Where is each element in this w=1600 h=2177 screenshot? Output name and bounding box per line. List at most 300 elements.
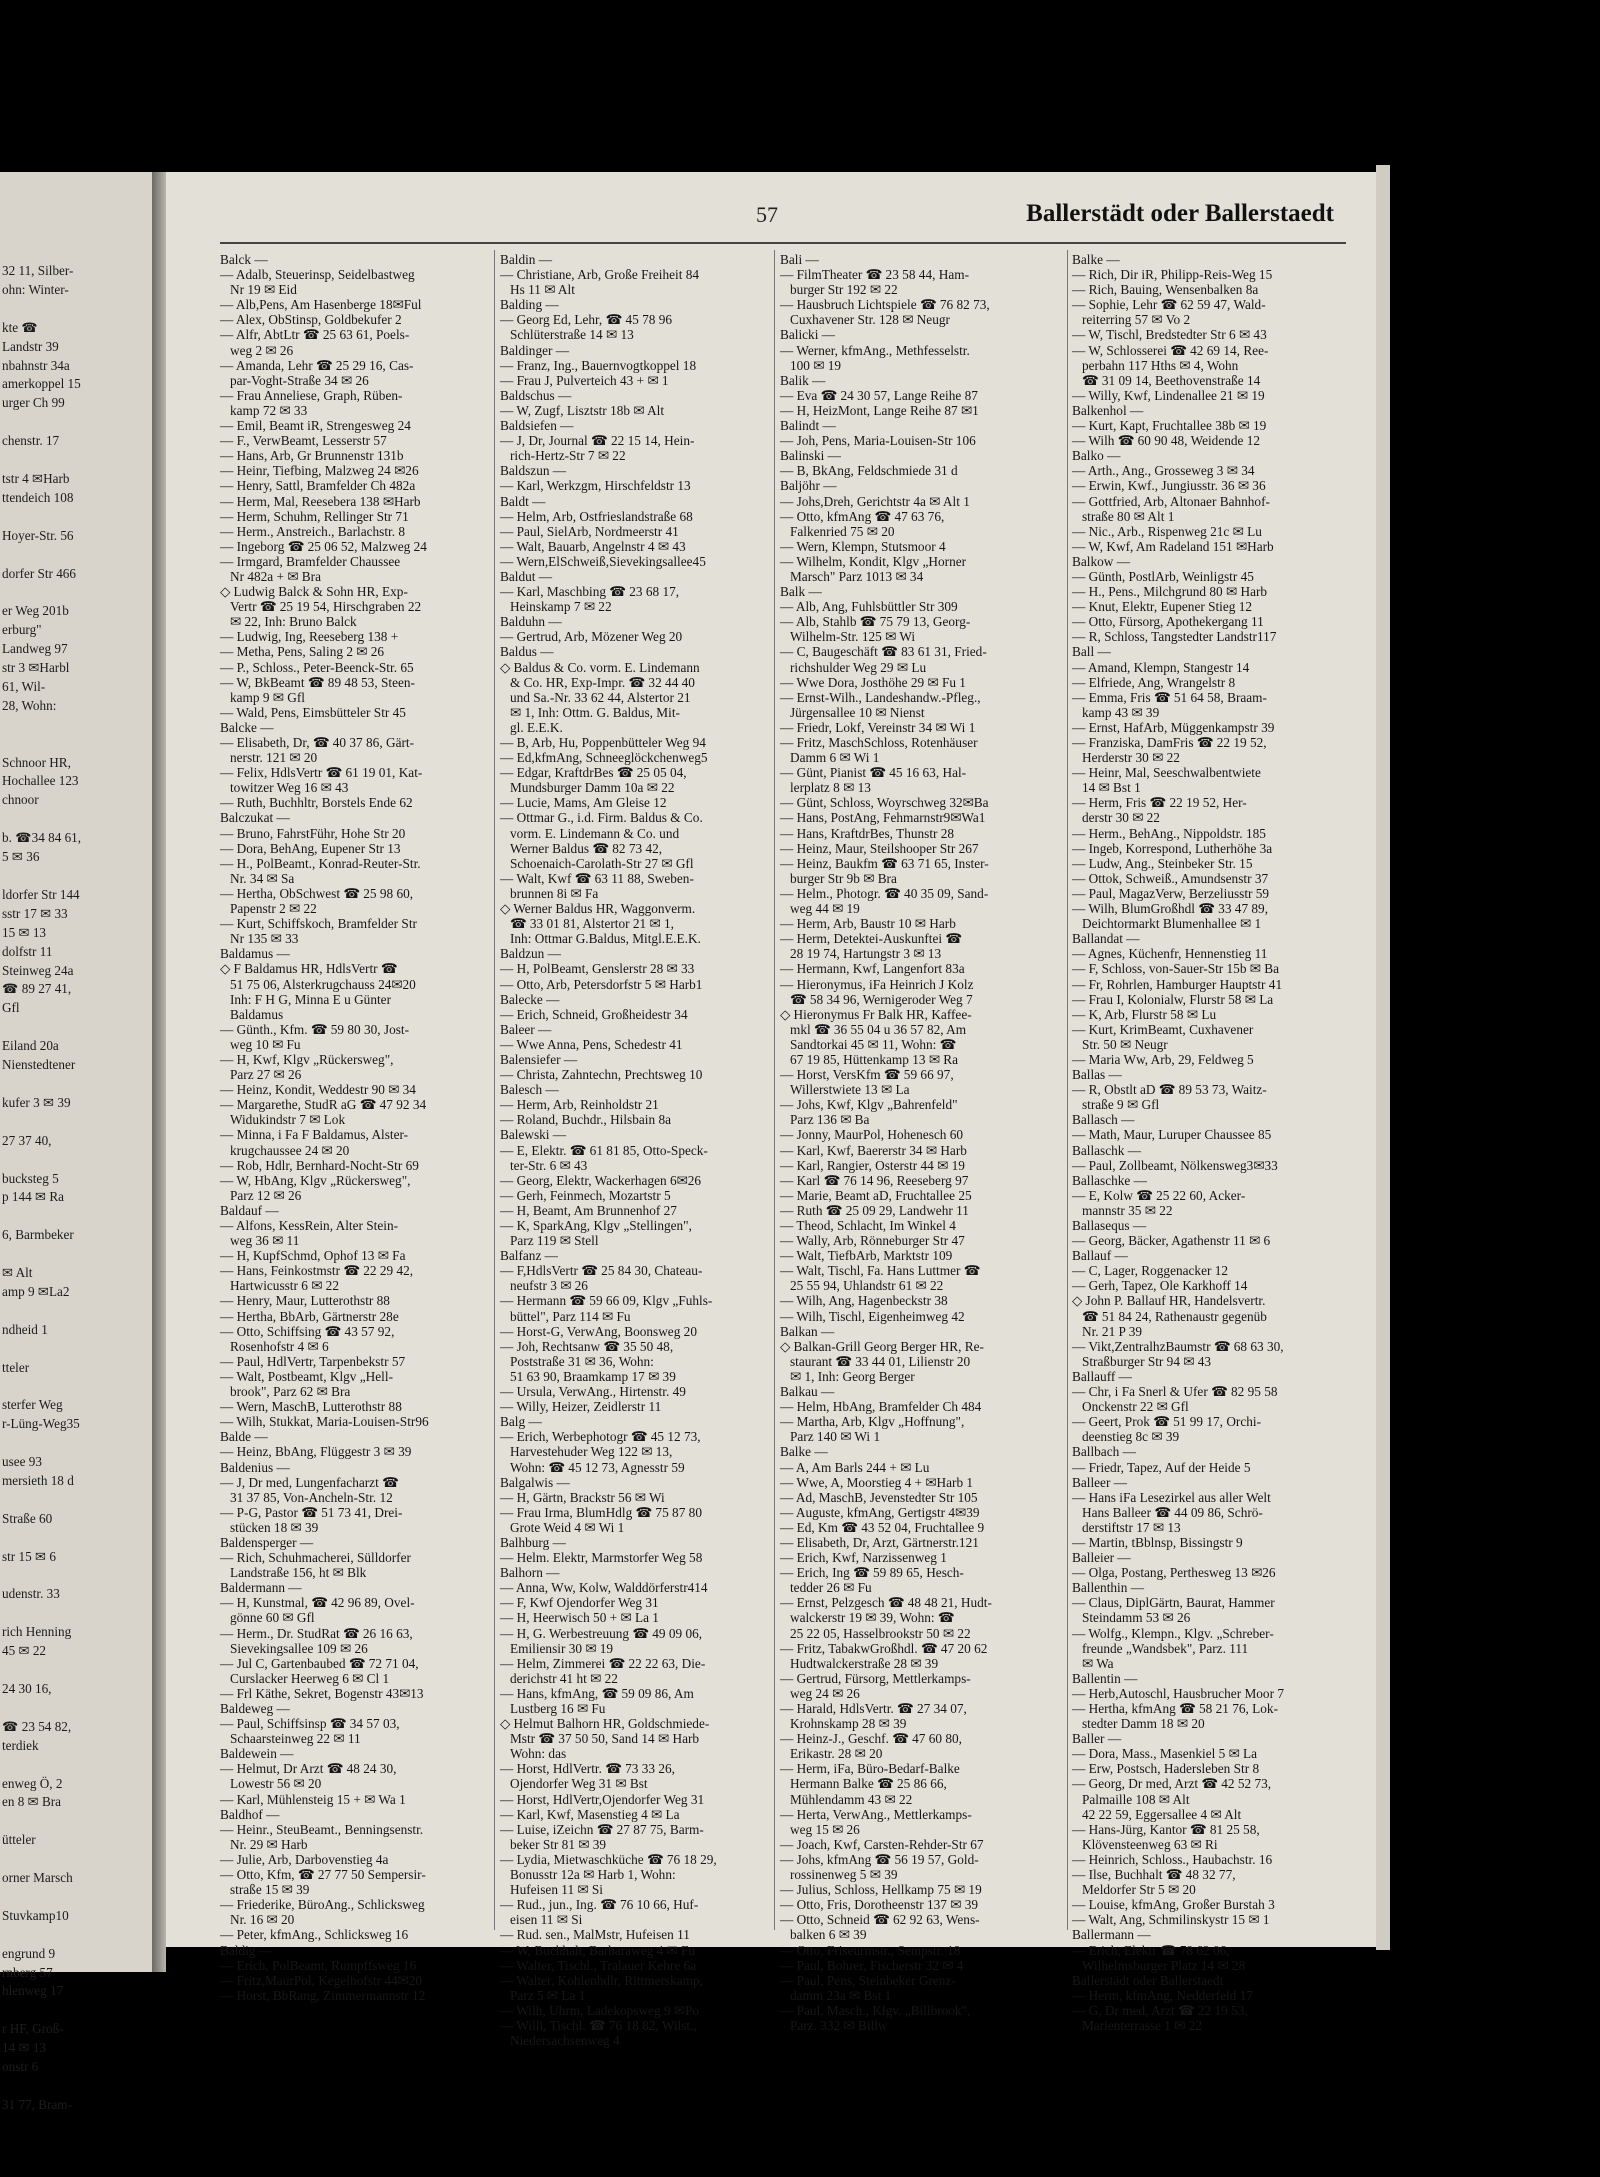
directory-entry: — Herm, Detektei-Auskunftei ☎ <box>780 931 962 947</box>
directory-entry: — Edgar, KraftdrBes ☎ 25 05 04, <box>500 765 687 781</box>
directory-entry: Bonusstr 12a ✉ Harb 1, Wohn: <box>500 1867 676 1883</box>
surname-heading: Baldut — <box>500 568 553 584</box>
directory-entry: — Karl, Kwf, Baererstr 34 ✉ Harb <box>780 1142 967 1158</box>
directory-entry: — Martha, Arb, Klgv „Hoffnung", <box>780 1414 965 1430</box>
directory-entry: — Jonny, MaurPol, Hohenesch 60 <box>780 1127 964 1143</box>
surname-heading: Balkenhol — <box>1072 402 1144 418</box>
directory-entry: Nr. 16 ✉ 20 <box>220 1912 295 1928</box>
directory-entry: Marienterrasse 1 ✉ 22 <box>1072 2017 1203 2033</box>
left-page-line <box>0 1151 152 1170</box>
left-page-line: udenstr. 33 <box>2 1586 60 1602</box>
surname-heading: Balinski — <box>780 448 841 464</box>
surname-heading: Balfanz — <box>500 1248 558 1264</box>
left-page-line <box>0 300 152 319</box>
directory-entry: — Kurt, Schiffskoch, Bramfelder Str <box>220 916 417 932</box>
left-page-line: Hochallee 123 <box>2 773 79 789</box>
directory-entry: Grote Weid 4 ✉ Wi 1 <box>500 1519 625 1535</box>
directory-entry: Hermann Balke ☎ 25 86 66, <box>780 1776 947 1792</box>
directory-entry: Baldamus <box>220 1006 284 1022</box>
left-page-line <box>0 1113 152 1132</box>
directory-entry: — Elisabeth, Dr, ☎ 40 37 86, Gärt- <box>220 735 415 750</box>
directory-entry: Hudtwalckerstraße 28 ✉ 39 <box>780 1655 939 1671</box>
directory-entry: — H, HeizMont, Lange Reihe 87 ✉1 <box>780 402 979 418</box>
directory-entry: Inh: Ottmar G.Baldus, Mitgl.E.E.K. <box>500 931 701 947</box>
directory-entry: — H, Kwf, Klgv „Rückersweg", <box>220 1051 394 1067</box>
directory-entry: — Horst-G, VerwAng, Boonsweg 20 <box>500 1323 697 1339</box>
left-page-line <box>0 1604 152 1623</box>
directory-entry: — Fritz, MaschSchloss, Rotenhäuser <box>780 735 978 750</box>
directory-entry: — Walt, Bauarb, Angelnstr 4 ✉ 43 <box>500 538 686 554</box>
directory-entry: und Sa.-Nr. 33 62 44, Alstertor 21 <box>500 689 691 705</box>
directory-entry: Parz 136 ✉ Ba <box>780 1112 870 1128</box>
directory-entry: — Wilh, Ang, Hagenbeckstr 38 <box>780 1293 948 1309</box>
directory-entry: — Wwe Dora, Josthöhe 29 ✉ Fu 1 <box>780 674 966 690</box>
directory-entry: — Vikt,ZentralhzBaumstr ☎ 68 63 30, <box>1072 1338 1284 1354</box>
surname-heading: Balding — <box>500 297 559 313</box>
surname-heading: Baldenius — <box>220 1459 290 1475</box>
directory-entry: — H, Heerwisch 50 + ✉ La 1 <box>500 1610 659 1626</box>
directory-entry: — Horst, VersKfm ☎ 59 66 97, <box>780 1067 954 1083</box>
directory-entry: burger Str 9b ✉ Bra <box>780 870 897 886</box>
directory-entry: Lustberg 16 ✉ Fu <box>500 1701 606 1716</box>
left-page-line: tstr 4 ✉Harb <box>2 470 70 486</box>
directory-entry: Schoenaich-Carolath-Str 27 ✉ Gfl <box>500 855 694 871</box>
left-page-line <box>0 1567 152 1586</box>
directory-entry: — W, Zugf, Lisztstr 18b ✉ Alt <box>500 402 665 418</box>
surname-heading: Balhorn — <box>500 1565 560 1581</box>
directory-entry: — Ernst, Pelzgesch ☎ 48 48 21, Hudt- <box>780 1595 992 1611</box>
directory-entry: neufstr 3 ✉ 26 <box>500 1278 588 1294</box>
directory-entry: Wohn: das <box>500 1746 567 1762</box>
directory-entry: — Herm, Schuhm, Rellinger Str 71 <box>220 508 409 524</box>
directory-entry: Niedersachsenweg 4 <box>500 2033 620 2049</box>
directory-entry: ◇ Helmut Balhorn HR, Goldschmiede- <box>500 1716 710 1732</box>
surname-heading: Ballerstädt oder Ballerstaedt <box>1072 1972 1224 1988</box>
directory-entry: — Frl Käthe, Sekret, Bogenstr 43✉13 <box>220 1685 424 1701</box>
left-page-line: 5 ✉ 36 <box>2 849 40 865</box>
left-page-line <box>0 810 152 829</box>
directory-entry: — Marie, Beamt aD, Fruchtallee 25 <box>780 1187 972 1203</box>
directory-entry: — Hertha, kfmAng ☎ 58 21 76, Lok- <box>1072 1701 1279 1716</box>
running-title: Ballerstädt oder Ballerstaedt <box>1026 200 1334 227</box>
directory-entry: — Ad, MaschB, Jevenstedter Str 105 <box>780 1489 978 1505</box>
surname-heading: Balleier — <box>1072 1550 1131 1566</box>
left-page-line: rnberg 57 <box>2 1964 53 1980</box>
directory-entry: deenstieg 8c ✉ 39 <box>1072 1429 1180 1445</box>
directory-entry: — Kurt, Kapt, Fruchtallee 38b ✉ 19 <box>1072 418 1267 434</box>
surname-heading: Ballaschke — <box>1072 1172 1147 1188</box>
directory-entry: — Heinz-J., Geschf. ☎ 47 60 80, <box>780 1731 963 1747</box>
directory-entry: — Ingeborg ☎ 25 06 52, Malzweg 24 <box>220 538 427 554</box>
directory-entry: Sievekingsallee 109 ✉ 26 <box>220 1640 368 1656</box>
directory-entry: — Math, Maur, Luruper Chaussee 85 <box>1072 1127 1272 1143</box>
directory-entry: Heinskamp 7 ✉ 22 <box>500 599 612 615</box>
left-page-line <box>0 1340 152 1359</box>
directory-entry: — Paul, MagazVerw, Berzeliusstr 59 <box>1072 885 1270 901</box>
left-page-line <box>0 1018 152 1037</box>
left-page-line: tteler <box>2 1359 30 1375</box>
directory-entry: ter-Str. 6 ✉ 43 <box>500 1157 588 1173</box>
directory-entry: — J, Dr, Journal ☎ 22 15 14, Hein- <box>500 433 695 449</box>
directory-entry: — Fritz, TabakwGroßhdl. ☎ 47 20 62 <box>780 1640 988 1656</box>
directory-entry: — Rob, Hdlr, Bernhard-Nocht-Str 69 <box>220 1157 419 1173</box>
directory-entry: — Heinz, Kondit, Weddestr 90 ✉ 34 <box>220 1082 416 1098</box>
directory-entry: — Ernst, HafArb, Müggenkampstr 39 <box>1072 719 1275 735</box>
directory-entry: — Frau Anneliese, Graph, Rüben- <box>220 387 403 403</box>
directory-entry: Straßburger Str 94 ✉ 43 <box>1072 1353 1212 1369</box>
directory-entry: ◇ Baldus & Co. vorm. E. Lindemann <box>500 659 700 675</box>
left-page-line <box>0 2001 152 2020</box>
directory-entry: — Elfriede, Ang, Wrangelstr 8 <box>1072 674 1236 690</box>
directory-entry: — Paul, Masch., Klgv. „Billbrook", <box>780 2002 971 2018</box>
directory-entry: rich-Hertz-Str 7 ✉ 22 <box>500 448 626 464</box>
surname-heading: Baldszun — <box>500 463 567 479</box>
directory-entry: brunnen 8i ✉ Fa <box>500 885 599 901</box>
surname-heading: Balecke — <box>500 991 560 1007</box>
directory-entry: — Gertrud, Arb, Mözener Weg 20 <box>500 629 683 645</box>
directory-entry: — Helm., Photogr. ☎ 40 35 09, Sand- <box>780 885 989 901</box>
directory-entry: weg 44 ✉ 19 <box>780 901 860 917</box>
directory-entry: — H, G. Werbestreuung ☎ 49 09 06, <box>500 1625 703 1641</box>
directory-entry: Wilhelmsburger Platz 14 ✉ 28 <box>1072 1957 1246 1973</box>
directory-entry: — Walt, TiefbArb, Marktstr 109 <box>780 1248 953 1264</box>
directory-entry: — Otto, kfmAng ☎ 47 63 76, <box>780 508 945 524</box>
directory-entry: — Lydia, Mietwaschküche ☎ 76 18 29, <box>500 1851 717 1867</box>
directory-entry: Poststraße 31 ✉ 36, Wohn: <box>500 1353 654 1369</box>
left-page-line: 27 37 40, <box>2 1132 52 1148</box>
directory-entry: — Ruth, Buchhltr, Borstels Ende 62 <box>220 795 413 811</box>
left-page-line <box>0 735 152 754</box>
directory-entry: — Wald, Pens, Eimsbütteler Str 45 <box>220 704 406 720</box>
directory-entry: — Hans, KraftdrBes, Thunstr 28 <box>780 825 955 841</box>
left-page-line: rich Henning <box>2 1624 72 1640</box>
directory-entry: — Fritz,MaurPol, Kegelhofstr 44✉20 <box>220 1972 423 1988</box>
directory-entry: — Henry, Sattl, Bramfelder Ch 482a <box>220 478 416 494</box>
directory-entry: 51 63 90, Braamkamp 17 ✉ 39 <box>500 1368 676 1384</box>
directory-entry: — Olga, Postang, Perthesweg 13 ✉26 <box>1072 1565 1276 1581</box>
surname-heading: Balewski — <box>500 1127 567 1143</box>
left-page-line: Eiland 20a <box>2 1038 59 1054</box>
left-page-line: chenstr. 17 <box>2 433 60 449</box>
left-page-line <box>0 716 152 735</box>
left-page-line <box>0 1434 152 1453</box>
directory-entry: straße 15 ✉ 39 <box>220 1882 310 1898</box>
surname-heading: Ballaschk — <box>1072 1142 1142 1158</box>
surname-heading: Balik — <box>780 372 826 388</box>
directory-entry: — Henry, Maur, Lutterothstr 88 <box>220 1293 390 1309</box>
directory-entry: mannstr 35 ✉ 22 <box>1072 1202 1173 1218</box>
directory-entry: — Joh, Pens, Maria-Louisen-Str 106 <box>780 433 976 449</box>
left-page-line <box>0 1529 152 1548</box>
left-page-line: sterfer Weg <box>2 1397 63 1413</box>
left-page-line <box>0 1377 152 1396</box>
directory-entry: — Hieronymus, iFa Heinrich J Kolz <box>780 976 974 992</box>
left-page-line: 24 30 16, <box>2 1680 52 1696</box>
directory-entry: — Wern,ElSchweiß,Sievekingsallee45 <box>500 553 706 569</box>
directory-entry: — Herm, kfmAng, Nedderfeld 17 <box>1072 1987 1253 2003</box>
directory-entry: ✉ Wa <box>1072 1655 1114 1671</box>
directory-entry: — Felix, HdlsVertr ☎ 61 19 01, Kat- <box>220 765 423 781</box>
left-page-line: nbahnstr 34a <box>2 357 70 373</box>
directory-entry: Schaarsteinweg 22 ✉ 11 <box>220 1731 361 1747</box>
left-page-line: 61, Wil- <box>2 678 46 694</box>
surname-heading: Balhburg — <box>500 1534 566 1550</box>
directory-entry: — Paul, HdlVertr, Tarpenbekstr 57 <box>220 1353 406 1369</box>
directory-entry: — Gottfried, Arb, Altonaer Bahnhof- <box>1072 493 1270 509</box>
surname-heading: Ballenthin — <box>1072 1580 1145 1596</box>
left-page-line <box>0 1491 152 1510</box>
directory-entry: Mundsburger Damm 10a ✉ 22 <box>500 780 675 796</box>
surname-heading: Baldamus — <box>220 946 290 962</box>
directory-entry: — Günth., Kfm. ☎ 59 80 30, Jost- <box>220 1021 410 1037</box>
left-page-line <box>0 1812 152 1831</box>
directory-entry: — Paul, Pens, Steinbeker Grenz- <box>780 1972 956 1988</box>
directory-entry: — H, PolBeamt, Genslerstr 28 ✉ 33 <box>500 961 695 977</box>
directory-entry: — Wern, Klempn, Stutsmoor 4 <box>780 538 946 554</box>
left-page-line <box>0 867 152 886</box>
left-page-line <box>0 1850 152 1869</box>
directory-entry: — H., Pens., Milchgrund 80 ✉ Harb <box>1072 584 1268 600</box>
directory-entry: — Heinr, Tiefbing, Malzweg 24 ✉26 <box>220 463 419 479</box>
surname-heading: Balke — <box>1072 252 1120 267</box>
directory-entry: — Helm. Elektr, Marmstorfer Weg 58 <box>500 1550 703 1566</box>
directory-entry: — Irmgard, Bramfelder Chaussee <box>220 553 401 569</box>
directory-entry: Papenstr 2 ✉ 22 <box>220 901 317 917</box>
surname-heading: Bali — <box>780 252 819 267</box>
directory-entry: — Ernst-Wilh., Landeshandw.-Pfleg., <box>780 689 981 705</box>
directory-entry: — Karl, Rangier, Osterstr 44 ✉ 19 <box>780 1157 965 1173</box>
left-page-line <box>0 1926 152 1945</box>
directory-entry: straße 9 ✉ Gfl <box>1072 1097 1160 1113</box>
surname-heading: Baldt — <box>500 493 546 509</box>
left-page-line <box>0 413 152 432</box>
directory-entry: — Herm., Anstreich., Barlachstr. 8 <box>220 523 406 539</box>
directory-entry: — Karl, Mühlensteig 15 + ✉ Wa 1 <box>220 1791 406 1807</box>
left-page-line: dorfer Str 466 <box>2 565 76 581</box>
left-page-line: 31 77, Bram- <box>2 2096 72 2112</box>
surname-heading: Baldschus — <box>500 387 572 403</box>
directory-entry: — Helm, Arb, Ostfrieslandstraße 68 <box>500 508 693 524</box>
directory-entry: — Johs, Kwf, Klgv „Bahrenfeld" <box>780 1097 958 1113</box>
directory-entry: — Herm, Arb, Baustr 10 ✉ Harb <box>780 916 956 932</box>
surname-heading: Balck — <box>220 252 268 267</box>
directory-entry: kamp 43 ✉ 39 <box>1072 704 1160 720</box>
directory-entry: — Karl ☎ 76 14 96, Reeseberg 97 <box>780 1172 969 1188</box>
surname-heading: Baldig — <box>220 1942 273 1958</box>
directory-entry: — H, Kunstmal, ☎ 42 96 89, Ovel- <box>220 1595 415 1611</box>
left-page-line: kufer 3 ✉ 39 <box>2 1094 71 1110</box>
directory-entry: — Erich, Schneid, Großheidestr 34 <box>500 1006 688 1022</box>
directory-entry: — Willi, Tischl. ☎ 76 18 82, Wilst., <box>500 2017 697 2033</box>
directory-entry: towitzer Weg 16 ✉ 43 <box>220 780 349 796</box>
directory-entry: — Alfr, AbtLtr ☎ 25 63 61, Poels- <box>220 327 410 343</box>
surname-heading: Ballas — <box>1072 1067 1122 1083</box>
directory-entry: — Johs, kfmAng ☎ 56 19 57, Gold- <box>780 1851 979 1867</box>
directory-entry: Damm 6 ✉ Wi 1 <box>780 750 880 766</box>
directory-entry: — Hermann, Kwf, Langenfort 83a <box>780 961 965 977</box>
directory-entry: Werner Baldus ☎ 82 73 42, <box>500 840 663 856</box>
directory-entry: Mühlendamm 43 ✉ 22 <box>780 1791 913 1807</box>
directory-entry: — Arth., Ang., Grosseweg 3 ✉ 34 <box>1072 463 1255 479</box>
surname-heading: Balke — <box>780 1444 828 1460</box>
directory-entry: Herderstr 30 ✉ 22 <box>1072 750 1180 766</box>
directory-entry: — Heinr, Mal, Seeschwalbentwiete <box>1072 765 1261 781</box>
directory-entry: Cuxhavener Str. 128 ✉ Neugr <box>780 312 950 328</box>
left-page-line: r HF, Groß- <box>2 2021 64 2037</box>
directory-entry: — Erich, Ing ☎ 59 89 65, Hesch- <box>780 1565 964 1581</box>
directory-entry: — R, Schloss, Tangstedter Landstr117 <box>1072 629 1277 645</box>
directory-entry: — Friederike, BüroAng., Schlicksweg <box>220 1897 425 1913</box>
directory-entry: 25 22 05, Hasselbrookstr 50 ✉ 22 <box>780 1625 971 1641</box>
directory-entry: — Hermann ☎ 59 66 09, Klgv „Fuhls- <box>500 1293 713 1309</box>
directory-entry: — B, Arb, Hu, Poppenbütteler Weg 94 <box>500 735 706 750</box>
left-page-line <box>0 508 152 527</box>
directory-entry: — Heinr., SteuBeamt., Benningsenstr. <box>220 1821 424 1837</box>
directory-entry: Jürgensallee 10 ✉ Nienst <box>780 704 925 720</box>
directory-entry: — Rud., jun., Ing. ☎ 76 10 66, Huf- <box>500 1897 699 1913</box>
directory-entry: — Ludw, Ang., Steinbeker Str. 15 <box>1072 855 1253 871</box>
directory-entry: Harvestehuder Weg 122 ✉ 13, <box>500 1444 673 1460</box>
directory-entry: — Martin, tBblnsp, Bissingstr 9 <box>1072 1534 1243 1550</box>
left-page-line: ohn: Winter- <box>2 281 69 297</box>
surname-heading: Baldin — <box>500 252 553 267</box>
surname-heading: Ballasequs — <box>1072 1218 1147 1233</box>
left-page-line <box>0 1661 152 1680</box>
directory-entry: — Helm, Zimmerei ☎ 22 22 63, Die- <box>500 1655 706 1671</box>
directory-entry: — Walter, Kohlenhdlr, Rittmerskamp, <box>500 1972 703 1988</box>
left-page-line: dolfstr 11 <box>2 943 53 959</box>
left-page-line: Steinweg 24a <box>2 962 74 978</box>
directory-entry: — Jul C, Gartenbaubed ☎ 72 71 04, <box>220 1655 419 1671</box>
directory-entry: Klövensteenweg 63 ✉ Ri <box>1072 1836 1218 1852</box>
surname-heading: Baldhof — <box>220 1806 280 1822</box>
left-page-line <box>0 1756 152 1775</box>
surname-heading: Balduhn — <box>500 614 562 630</box>
directory-entry: — Wwe Anna, Pens, Schedestr 41 <box>500 1036 683 1052</box>
directory-entry: ☎ 58 34 96, Wernigeroder Weg 7 <box>780 991 973 1007</box>
column-1 <box>220 252 490 2003</box>
directory-entry: — FilmTheater ☎ 23 58 44, Ham- <box>780 267 970 283</box>
surname-heading: Baljöhr — <box>780 478 837 494</box>
directory-entry: — Julie, Arb, Darbovenstieg 4a <box>220 1851 389 1867</box>
directory-entry: — Erich, Werbephotogr ☎ 45 12 73, <box>500 1429 701 1445</box>
directory-entry: — Hans iFa Lesezirkel aus aller Welt <box>1072 1489 1271 1505</box>
left-page-line: Nienstedtener <box>2 1057 76 1073</box>
directory-entry: — H, Gärtn, Brackstr 56 ✉ Wi <box>500 1489 665 1505</box>
directory-entry: — Rud. sen., MalMstr, Hufeisen 11 <box>500 1927 690 1943</box>
directory-entry: Meldorfer Str 5 ✉ 20 <box>1072 1882 1196 1898</box>
column-divider <box>1067 250 1068 1930</box>
directory-entry: — Wwe, A, Moorstieg 4 + ✉Harb 1 <box>780 1474 974 1490</box>
surname-heading: Balkow — <box>1072 553 1130 569</box>
directory-entry: — Gerh, Tapez, Ole Karkhoff 14 <box>1072 1278 1248 1294</box>
directory-entry: — Günt, Schloss, Woyrschweg 32✉Ba <box>780 795 989 811</box>
directory-entry: derichstr 41 ht ✉ 22 <box>500 1670 618 1686</box>
directory-entry: ◇ F Baldamus HR, HdlsVertr ☎ <box>220 961 398 977</box>
directory-entry: 67 19 85, Hüttenkamp 13 ✉ Ra <box>780 1051 959 1067</box>
directory-entry: — Harald, HdlsVertr. ☎ 27 34 07, <box>780 1701 967 1716</box>
left-page-line: Hoyer-Str. 56 <box>2 527 74 543</box>
directory-entry: — Anna, Ww, Kolw, Walddörferstr414 <box>500 1580 708 1596</box>
directory-entry: staurant ☎ 33 44 01, Lilienstr 20 <box>780 1353 971 1369</box>
directory-entry: — Georg, Dr med, Arzt ☎ 42 52 73, <box>1072 1776 1272 1792</box>
directory-entry: — Paul, Zollbeamt, Nölkensweg3✉33 <box>1072 1157 1278 1173</box>
directory-entry: — Rich, Bauing, Wensenbalken 8a <box>1072 282 1259 298</box>
directory-entry: — G, Dr med, Arzt ☎ 22 19 53, <box>1072 2002 1248 2018</box>
directory-entry: — Alb, Ang, Fuhlsbüttler Str 309 <box>780 599 958 615</box>
directory-entry: Erikastr. 28 ✉ 20 <box>780 1746 883 1762</box>
directory-entry: — A, Am Barls 244 + ✉ Lu <box>780 1459 930 1475</box>
directory-entry: — Wilh, Uhrm, Ladekopsweg 9 ✉Po <box>500 2002 700 2018</box>
directory-entry: — Frau J, Pulverteich 43 + ✉ 1 <box>500 372 669 388</box>
directory-entry: — Wally, Arb, Rönneburger Str 47 <box>780 1233 965 1249</box>
directory-entry: — Georg Ed, Lehr, ☎ 45 78 96 <box>500 312 672 328</box>
directory-entry: Inh: F H G, Minna E u Günter <box>220 991 391 1007</box>
left-page-line: r-Lüng-Weg35 <box>2 1416 80 1432</box>
directory-entry: Deichtormarkt Blumenhallee ✉ 1 <box>1072 916 1262 932</box>
directory-entry: tedder 26 ✉ Fu <box>780 1580 872 1596</box>
directory-entry: krugchaussee 24 ✉ 20 <box>220 1142 350 1158</box>
directory-entry: — Agnes, Küchenfr, Hennenstieg 11 <box>1072 946 1268 962</box>
directory-entry: — Willy, Kwf, Lindenallee 21 ✉ 19 <box>1072 387 1265 403</box>
directory-entry: — Günt, Pianist ☎ 45 16 63, Hal- <box>780 765 967 781</box>
directory-entry: Parz 140 ✉ Wi 1 <box>780 1429 881 1445</box>
directory-entry: — Erich, PolBeamt, Rumpffsweg 16 <box>220 1957 417 1973</box>
directory-entry: damm 23a ✉ Bst 1 <box>780 1987 892 2003</box>
surname-heading: Baldensperger — <box>220 1534 314 1550</box>
directory-entry: — Amand, Klempn, Stangestr 14 <box>1072 659 1250 675</box>
directory-entry: — Margarethe, StudR aG ☎ 47 92 34 <box>220 1097 427 1113</box>
page-edge <box>1376 165 1390 1950</box>
surname-heading: Baldus — <box>500 644 554 660</box>
directory-entry: — C, Baugeschäft ☎ 83 61 31, Fried- <box>780 644 987 660</box>
surname-heading: Balensiefer — <box>500 1051 578 1067</box>
column-2 <box>500 252 770 2049</box>
directory-entry: — Alb,Pens, Am Hasenberge 18✉Ful <box>220 297 422 313</box>
directory-entry: — Hans-Jürg, Kantor ☎ 81 25 58, <box>1072 1821 1260 1837</box>
directory-entry: Rosenhofstr 4 ✉ 6 <box>220 1338 329 1354</box>
directory-entry: — Paul, SielArb, Nordmeerstr 41 <box>500 523 679 539</box>
directory-entry: — Sophie, Lehr ☎ 62 59 47, Wald- <box>1072 297 1266 313</box>
directory-entry: — Hertha, ObSchwest ☎ 25 98 60, <box>220 885 414 901</box>
surname-heading: Baldauf — <box>220 1202 279 1218</box>
directory-entry: — E, Kolw ☎ 25 22 60, Acker- <box>1072 1187 1246 1203</box>
directory-entry: kamp 9 ✉ Gfl <box>220 689 306 705</box>
left-page-line: str 15 ✉ 6 <box>2 1548 56 1564</box>
directory-entry: Vertr ☎ 25 19 54, Hirschgraben 22 <box>220 599 422 615</box>
page-header <box>166 200 1376 230</box>
directory-entry: — Wern, MaschB, Lutterothstr 88 <box>220 1399 402 1415</box>
directory-entry: weg 10 ✉ Fu <box>220 1036 301 1052</box>
surname-heading: Baller — <box>1072 1731 1122 1747</box>
directory-entry: — Walt, Tischl, Fa. Hans Luttmer ☎ <box>780 1263 981 1279</box>
directory-entry: — P-G, Pastor ☎ 51 73 41, Drei- <box>220 1504 403 1520</box>
surname-heading: Ballbach — <box>1072 1444 1136 1460</box>
directory-entry: Str. 50 ✉ Neugr <box>1072 1036 1168 1052</box>
surname-heading: Balk — <box>780 584 822 600</box>
directory-entry: — Ilse, Buchhalt ☎ 48 32 77, <box>1072 1867 1236 1883</box>
directory-entry: — Karl, Maschbing ☎ 23 68 17, <box>500 584 680 600</box>
directory-entry: — Horst, HdlVertr. ☎ 73 33 26, <box>500 1761 676 1777</box>
left-page-line: Landweg 97 <box>2 641 68 657</box>
directory-entry: stücken 18 ✉ 39 <box>220 1519 319 1535</box>
directory-entry: — Alb, Stahlb ☎ 75 79 13, Georg- <box>780 614 971 630</box>
directory-entry: 31 37 85, Von-Ancheln-Str. 12 <box>220 1489 393 1505</box>
directory-entry: — Ottok, Schweiß., Amundsenstr 37 <box>1072 870 1269 886</box>
directory-entry: — Chr, i Fa Snerl & Ufer ☎ 82 95 58 <box>1072 1384 1278 1400</box>
directory-entry: Nr. 29 ✉ Harb <box>220 1836 308 1852</box>
left-page-line: 15 ✉ 13 <box>2 924 47 940</box>
